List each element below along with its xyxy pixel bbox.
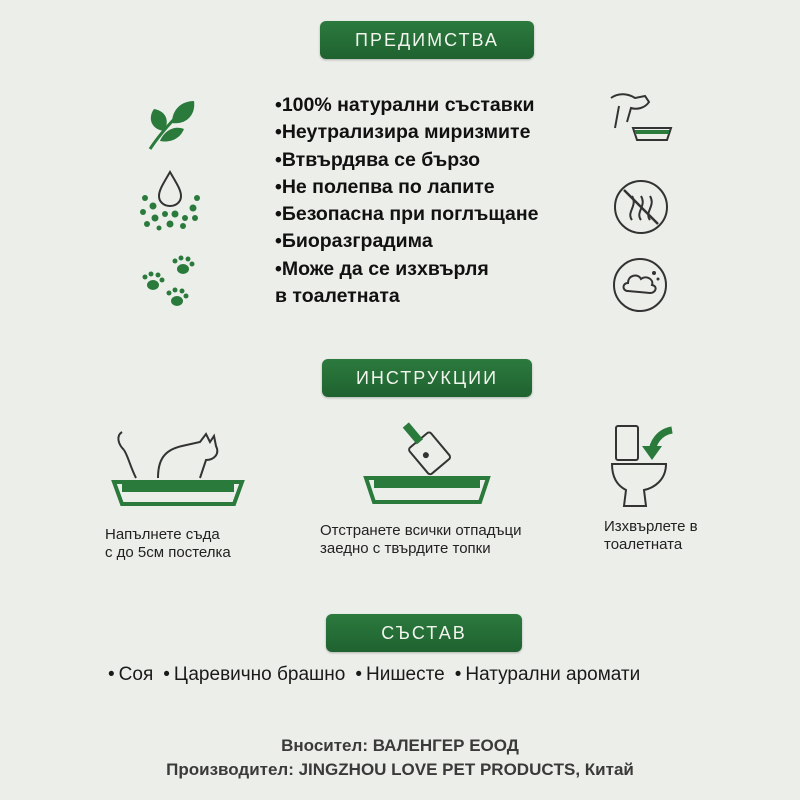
section-title-benefits: ПРЕДИМСТВА bbox=[320, 21, 534, 59]
composition-item: • Соя bbox=[108, 664, 154, 685]
benefits-list bbox=[275, 92, 595, 310]
instruction-text: заедно с твърдите топки bbox=[320, 540, 491, 557]
benefit-item: •Биоразградима bbox=[275, 230, 433, 253]
composition-item: • Царевично брашно bbox=[163, 664, 346, 685]
benefit-item: •100% натурални съставки bbox=[275, 94, 535, 116]
benefit-item: •Не полепва по лапите bbox=[275, 175, 495, 198]
ingredient-label: Царевично брашно bbox=[173, 664, 346, 685]
importer-text: Вносител: ВАЛЕНГЕР ЕООД bbox=[281, 736, 519, 755]
cloud-dust-icon bbox=[610, 255, 670, 315]
instruction-text: тоалетната bbox=[604, 536, 683, 553]
section-title-composition: СЪСТАВ bbox=[326, 614, 522, 652]
section-title-instructions: ИНСТРУКЦИИ bbox=[322, 359, 532, 397]
ingredient-label: Нишесте bbox=[365, 664, 445, 685]
benefit-item: •Втвърдява се бързо bbox=[275, 148, 480, 171]
instruction-text: Напълнете съда bbox=[105, 526, 220, 543]
no-odor-icon bbox=[612, 178, 670, 236]
water-drop-clump-icon bbox=[135, 168, 205, 233]
composition-list bbox=[108, 664, 728, 686]
scoop-litter-box-icon bbox=[362, 420, 492, 510]
ingredient-label: Соя bbox=[118, 664, 154, 685]
benefit-item: •Може да се изхвърля bbox=[275, 257, 489, 280]
composition-item: • Натурални аромати bbox=[454, 664, 641, 685]
ingredient-label: Натурални аромати bbox=[465, 664, 641, 685]
cat-in-litter-box-icon bbox=[108, 420, 248, 515]
instruction-text: Отстранете всички отпадъци bbox=[320, 522, 522, 539]
benefit-item: •Неутрализира миризмите bbox=[275, 121, 531, 144]
manufacturer-text: Производител: JINGZHOU LOVE PET PRODUCTS, Китай bbox=[166, 760, 634, 779]
benefit-item: в тоалетната bbox=[275, 285, 400, 308]
cat-litter-box-icon bbox=[605, 88, 675, 153]
instruction-step-3 bbox=[604, 518, 698, 554]
paw-prints-icon bbox=[135, 255, 205, 315]
instruction-text: Изхвърлете в bbox=[604, 518, 698, 535]
leaf-icon bbox=[140, 95, 200, 155]
toilet-flush-icon bbox=[602, 420, 697, 515]
instruction-step-1 bbox=[105, 526, 231, 562]
instruction-step-2 bbox=[320, 522, 521, 558]
benefit-item: •Безопасна при поглъщане bbox=[275, 203, 539, 226]
instruction-text: с до 5см постелка bbox=[105, 544, 231, 561]
composition-item: • Нишесте bbox=[355, 664, 445, 685]
